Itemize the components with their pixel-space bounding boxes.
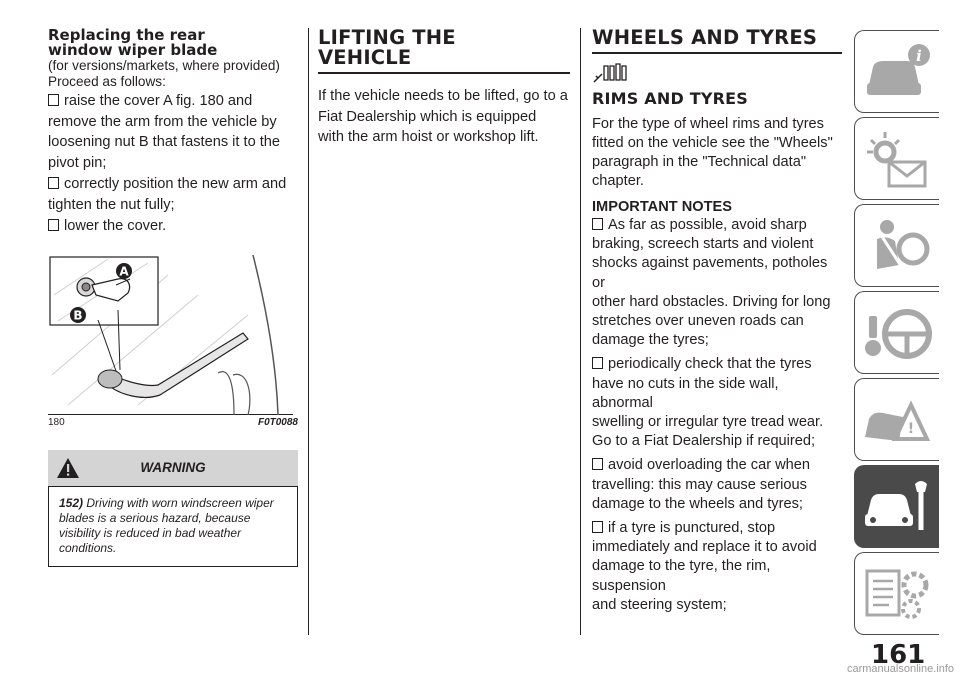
tab-emergency[interactable] bbox=[854, 378, 939, 461]
tyre-notes bbox=[592, 216, 842, 615]
subsection-title: RIMS AND TYRES bbox=[592, 89, 748, 108]
checkbox-bullet-icon bbox=[48, 94, 59, 106]
column-divider bbox=[580, 28, 581, 635]
notes-heading: IMPORTANT NOTES bbox=[592, 199, 732, 215]
lifting-paragraph: If the vehicle needs to be lifted, go to a Fiat Dealership which is equipped with the arm hoist or workshop lift. bbox=[318, 88, 568, 145]
figure-caption bbox=[48, 417, 298, 428]
section-intro: (for versions/markets, where provided) Proceed as follows: bbox=[48, 58, 280, 89]
title-underline bbox=[318, 72, 570, 74]
section-title: WHEELS AND TYRES bbox=[592, 26, 818, 49]
wiper-arm-illustration bbox=[48, 255, 293, 415]
tab-starting-driving[interactable] bbox=[854, 291, 939, 374]
car-info-icon bbox=[859, 35, 935, 109]
tab-maintenance[interactable] bbox=[854, 465, 939, 548]
section-title: LIFTING THE VEHICLE bbox=[318, 26, 456, 69]
checkbox-bullet-icon bbox=[592, 357, 603, 369]
label-a: A bbox=[119, 264, 129, 278]
warning-title: WARNING bbox=[140, 460, 206, 475]
technical-data-icon bbox=[859, 557, 935, 631]
figure-wiper-arm bbox=[48, 255, 293, 415]
section-heading: Replacing the rear window wiper blade bbox=[48, 26, 218, 59]
column-divider bbox=[308, 28, 309, 635]
maintenance-icon bbox=[859, 470, 935, 544]
title-underline bbox=[592, 52, 842, 54]
list-item: lower the cover. bbox=[48, 216, 298, 237]
list-item: periodically check that the tyres have no cuts in the side wall, abnormal swelling or irregular tyre tread wear. Go to a Fiat Dealership if required; bbox=[592, 356, 824, 450]
emergency-icon bbox=[859, 383, 935, 457]
column-wiper-blade bbox=[48, 28, 298, 567]
tab-warning-lights[interactable] bbox=[854, 117, 939, 200]
tab-car-info[interactable] bbox=[854, 30, 939, 113]
list-item: As far as possible, avoid sharp braking, screech starts and violent shocks against pavements, potholes or other hard obstacles. Driving for long stretches over uneven roads can damage the tyres; bbox=[592, 217, 831, 349]
label-b: B bbox=[73, 308, 83, 322]
list-item: if a tyre is punctured, stop immediately and replace it to avoid damage to the tyre, the rim, suspension and steering system; bbox=[592, 520, 817, 613]
checkbox-bullet-icon bbox=[592, 458, 603, 470]
warning-lights-icon bbox=[859, 122, 935, 196]
checkbox-bullet-icon bbox=[592, 521, 603, 533]
rims-paragraph: For the type of wheel rims and tyres fitted on the vehicle see the "Wheels" paragraph in the "Technical data" chapter. bbox=[592, 116, 833, 189]
list-item: raise the cover A fig. 180 and remove the arm from the vehicle by loosening nut B that fastens it to the pivot pin; bbox=[48, 93, 281, 171]
column-wheels-tyres bbox=[592, 28, 842, 615]
page-number: 161 bbox=[871, 640, 926, 670]
tab-technical-data[interactable] bbox=[854, 552, 939, 635]
list-item: avoid overloading the car when travelling: this may cause serious damage to the wheels and tyres; bbox=[592, 457, 811, 512]
checkbox-bullet-icon bbox=[592, 218, 603, 230]
checkbox-bullet-icon bbox=[48, 219, 59, 231]
list-item: correctly position the new arm and tighten the nut fully; bbox=[48, 176, 287, 213]
figure-code: F0T0088 bbox=[257, 416, 298, 428]
tab-safety[interactable] bbox=[854, 204, 939, 287]
safety-icon bbox=[859, 209, 935, 283]
wiper-steps bbox=[48, 91, 298, 237]
figure-number: 180 bbox=[48, 416, 65, 428]
warning-header bbox=[48, 450, 298, 486]
tyre-wrench-icon bbox=[592, 62, 634, 86]
watermark: carmanualsonline.info bbox=[846, 663, 954, 675]
starting-driving-icon bbox=[859, 296, 935, 370]
svg-text:i: i bbox=[916, 47, 922, 65]
svg-text:!: ! bbox=[907, 421, 915, 437]
column-lifting-vehicle bbox=[318, 28, 570, 148]
warning-text: 152) Driving with worn windscreen wiper blades is a serious hazard, because visibility is reduced in bad weather conditions. bbox=[48, 486, 298, 567]
checkbox-bullet-icon bbox=[48, 177, 59, 189]
